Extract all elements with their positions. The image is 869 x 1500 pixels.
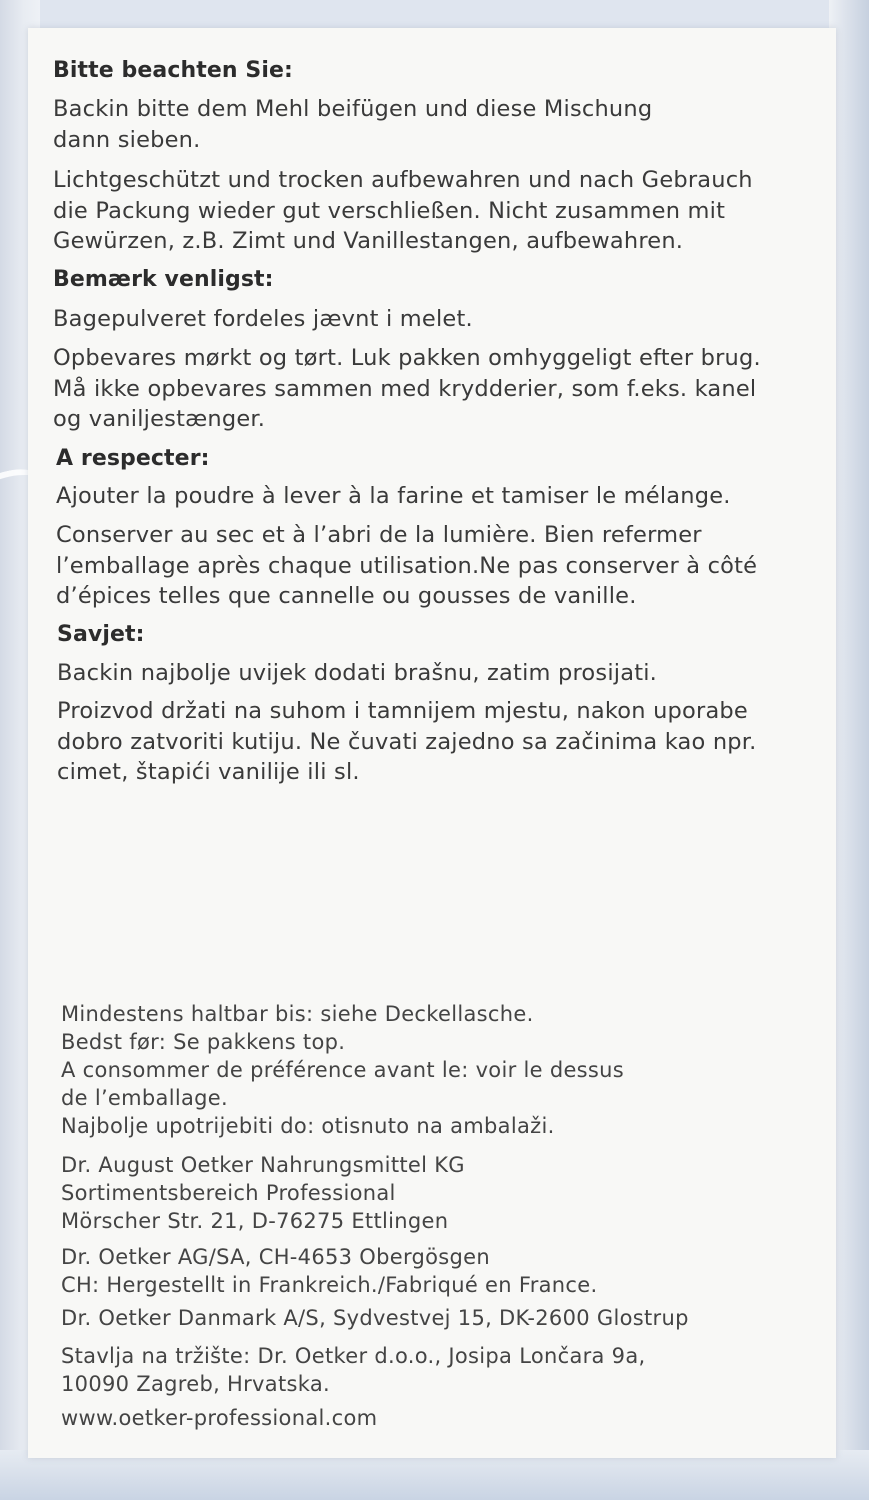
paragraph: Backin najbolje uvijek dodati brašnu, zatim prosijati.: [57, 660, 658, 686]
paragraph: Ajouter la poudre à lever à la farine et tamiser le mélange.: [56, 483, 731, 509]
paragraph: Lichtgeschützt und trocken aufbewahren und nach Gebrauch die Packung wieder gut verschließen. Nicht zusammen mit Gewürzen, z.B. Zimt und Vanillestangen, aufbewahren.: [53, 167, 753, 254]
address-text: Stavlja na tržište: Dr. Oetker d.o.o., Josipa Lončara 9a, 10090 Zagreb, Hrvatska.: [61, 1344, 646, 1396]
section-heading: Bemærk venligst:: [53, 267, 274, 292]
instructions-panel: [28, 28, 836, 1458]
section-german: [53, 56, 861, 86]
website: [61, 1404, 869, 1432]
section-french-text-2: [56, 520, 864, 612]
section-danish: [53, 265, 861, 295]
address-text: Dr. Oetker Danmark A/S, Sydvestvej 15, DK-2600 Glostrup: [61, 1306, 689, 1330]
section-danish-text-1: [53, 304, 861, 335]
section-german-text-2: [53, 165, 861, 257]
paragraph: Conserver au sec et à l’abri de la lumière. Bien refermer l’emballage après chaque utilisation.Ne pas conserver à côté d’épices telles que cannelle ou gousses de vanille.: [56, 522, 758, 609]
manufacturer-address-dk: [61, 1304, 869, 1332]
section-heading: Bitte beachten Sie:: [53, 58, 293, 83]
section-croatian: [57, 620, 865, 650]
section-german-text-1: [53, 94, 861, 155]
section-french: [56, 444, 864, 474]
best-before-info: [61, 1000, 869, 1140]
best-before-text: Mindestens haltbar bis: siehe Deckellasche. Bedst før: Se pakkens top. A consommer de préférence avant le: voir le dessus de l’emballage. Najbolje upotrijebiti do: otisnuto na ambalaži.: [61, 1002, 624, 1138]
section-croatian-text-1: [57, 658, 865, 689]
section-croatian-text-2: [57, 696, 865, 788]
manufacturer-address-ch: [61, 1243, 869, 1299]
manufacturer-address-hr: [61, 1342, 869, 1398]
address-text: Dr. Oetker AG/SA, CH-4653 Obergösgen CH: Hergestellt in Frankreich./Fabriqué en France.: [61, 1245, 598, 1297]
section-heading: Savjet:: [57, 622, 145, 647]
paragraph: Opbevares mørkt og tørt. Luk pakken omhyggeligt efter brug. Må ikke opbevares sammen med krydderier, som f.eks. kanel og vaniljestænger.: [53, 345, 761, 432]
paragraph: Backin bitte dem Mehl beifügen und diese Mischung dann sieben.: [53, 96, 653, 153]
address-text: Dr. August Oetker Nahrungsmittel KG Sortimentsbereich Professional Mörscher Str. 21, D-76275 Ettlingen: [61, 1153, 465, 1233]
section-heading: A respecter:: [56, 446, 210, 471]
section-french-text-1: [56, 481, 864, 512]
paragraph: Proizvod držati na suhom i tamnijem mjestu, nakon uporabe dobro zatvoriti kutiju. Ne čuvati zajedno sa začinima kao npr. cimet, štapići vanilije ili sl.: [57, 698, 757, 785]
section-danish-text-2: [53, 343, 861, 435]
website-text: www.oetker-professional.com: [61, 1406, 378, 1430]
paragraph: Bagepulveret fordeles jævnt i melet.: [53, 306, 473, 332]
manufacturer-address-de: [61, 1151, 869, 1235]
